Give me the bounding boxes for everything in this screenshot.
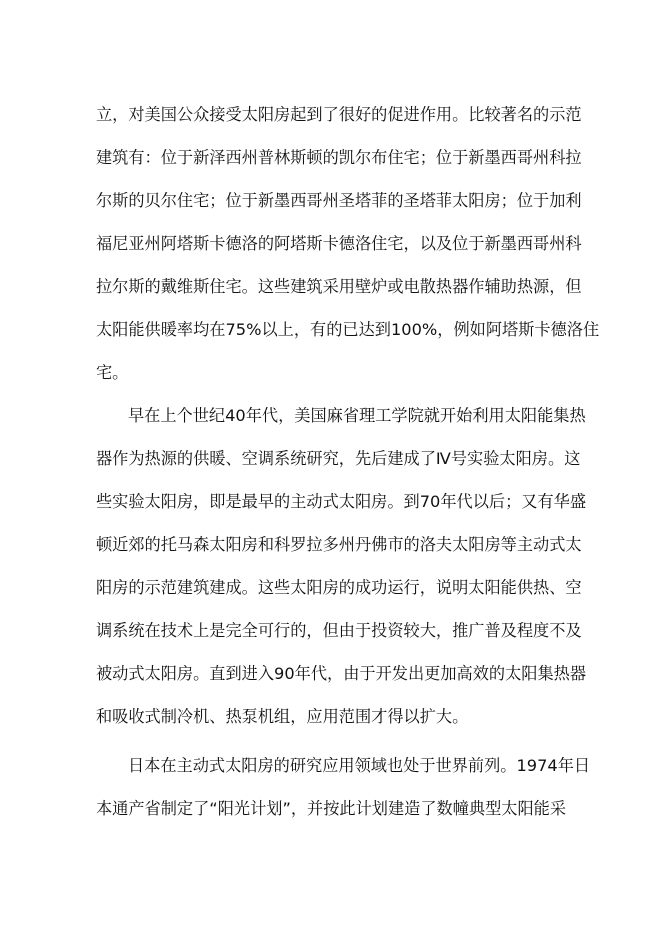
paragraph-first-line: 日本在主动式太阳房的研究应用领域也处于世界前列。1974年日 [128, 756, 591, 775]
text-line: 顿近郊的托马森太阳房和科罗拉多州丹佛市的洛夫太阳房等主动式太 [96, 535, 582, 554]
text-line: 立，对美国公众接受太阳房起到了很好的促进作用。比较著名的示范 [96, 105, 582, 124]
text-line: 建筑有：位于新泽西州普林斯顿的凯尔布住宅；位于新墨西哥州科拉 [96, 148, 582, 167]
text-line: 阳房的示范建筑建成。这些太阳房的成功运行，说明太阳能供热、空 [96, 578, 582, 597]
text-line: 拉尔斯的戴维斯住宅。这些建筑采用壁炉或电散热器作辅助热源，但 [96, 277, 582, 296]
paragraph-first-line: 早在上个世纪40年代，美国麻省理工学院就开始利用太阳能集热 [128, 406, 586, 425]
text-line: 器作为热源的供暖、空调系统研究，先后建成了Ⅳ号实验太阳房。这 [96, 449, 581, 468]
text-line: 太阳能供暖率均在75%以上，有的已达到100%，例如阿塔斯卡德洛住 [96, 320, 600, 339]
text-line: 调系统在技术上是完全可行的，但由于投资较大，推广普及程度不及 [96, 621, 582, 640]
text-line: 尔斯的贝尔住宅；位于新墨西哥州圣塔菲的圣塔菲太阳房；位于加利 [96, 191, 582, 210]
text-line: 些实验太阳房，即是最早的主动式太阳房。到70年代以后；又有华盛 [96, 492, 587, 511]
text-line: 本通产省制定了“阳光计划”，并按此计划建造了数幢典型太阳能采 [96, 799, 567, 818]
text-line: 福尼亚州阿塔斯卡德洛的阿塔斯卡德洛住宅，以及位于新墨西哥州科 [96, 234, 582, 253]
text-line: 和吸收式制冷机、热泵机组，应用范围才得以扩大。 [96, 707, 469, 726]
text-line: 被动式太阳房。直到进入90年代，由于开发出更加高效的太阳集热器 [96, 664, 587, 683]
text-line: 宅。 [96, 363, 129, 382]
